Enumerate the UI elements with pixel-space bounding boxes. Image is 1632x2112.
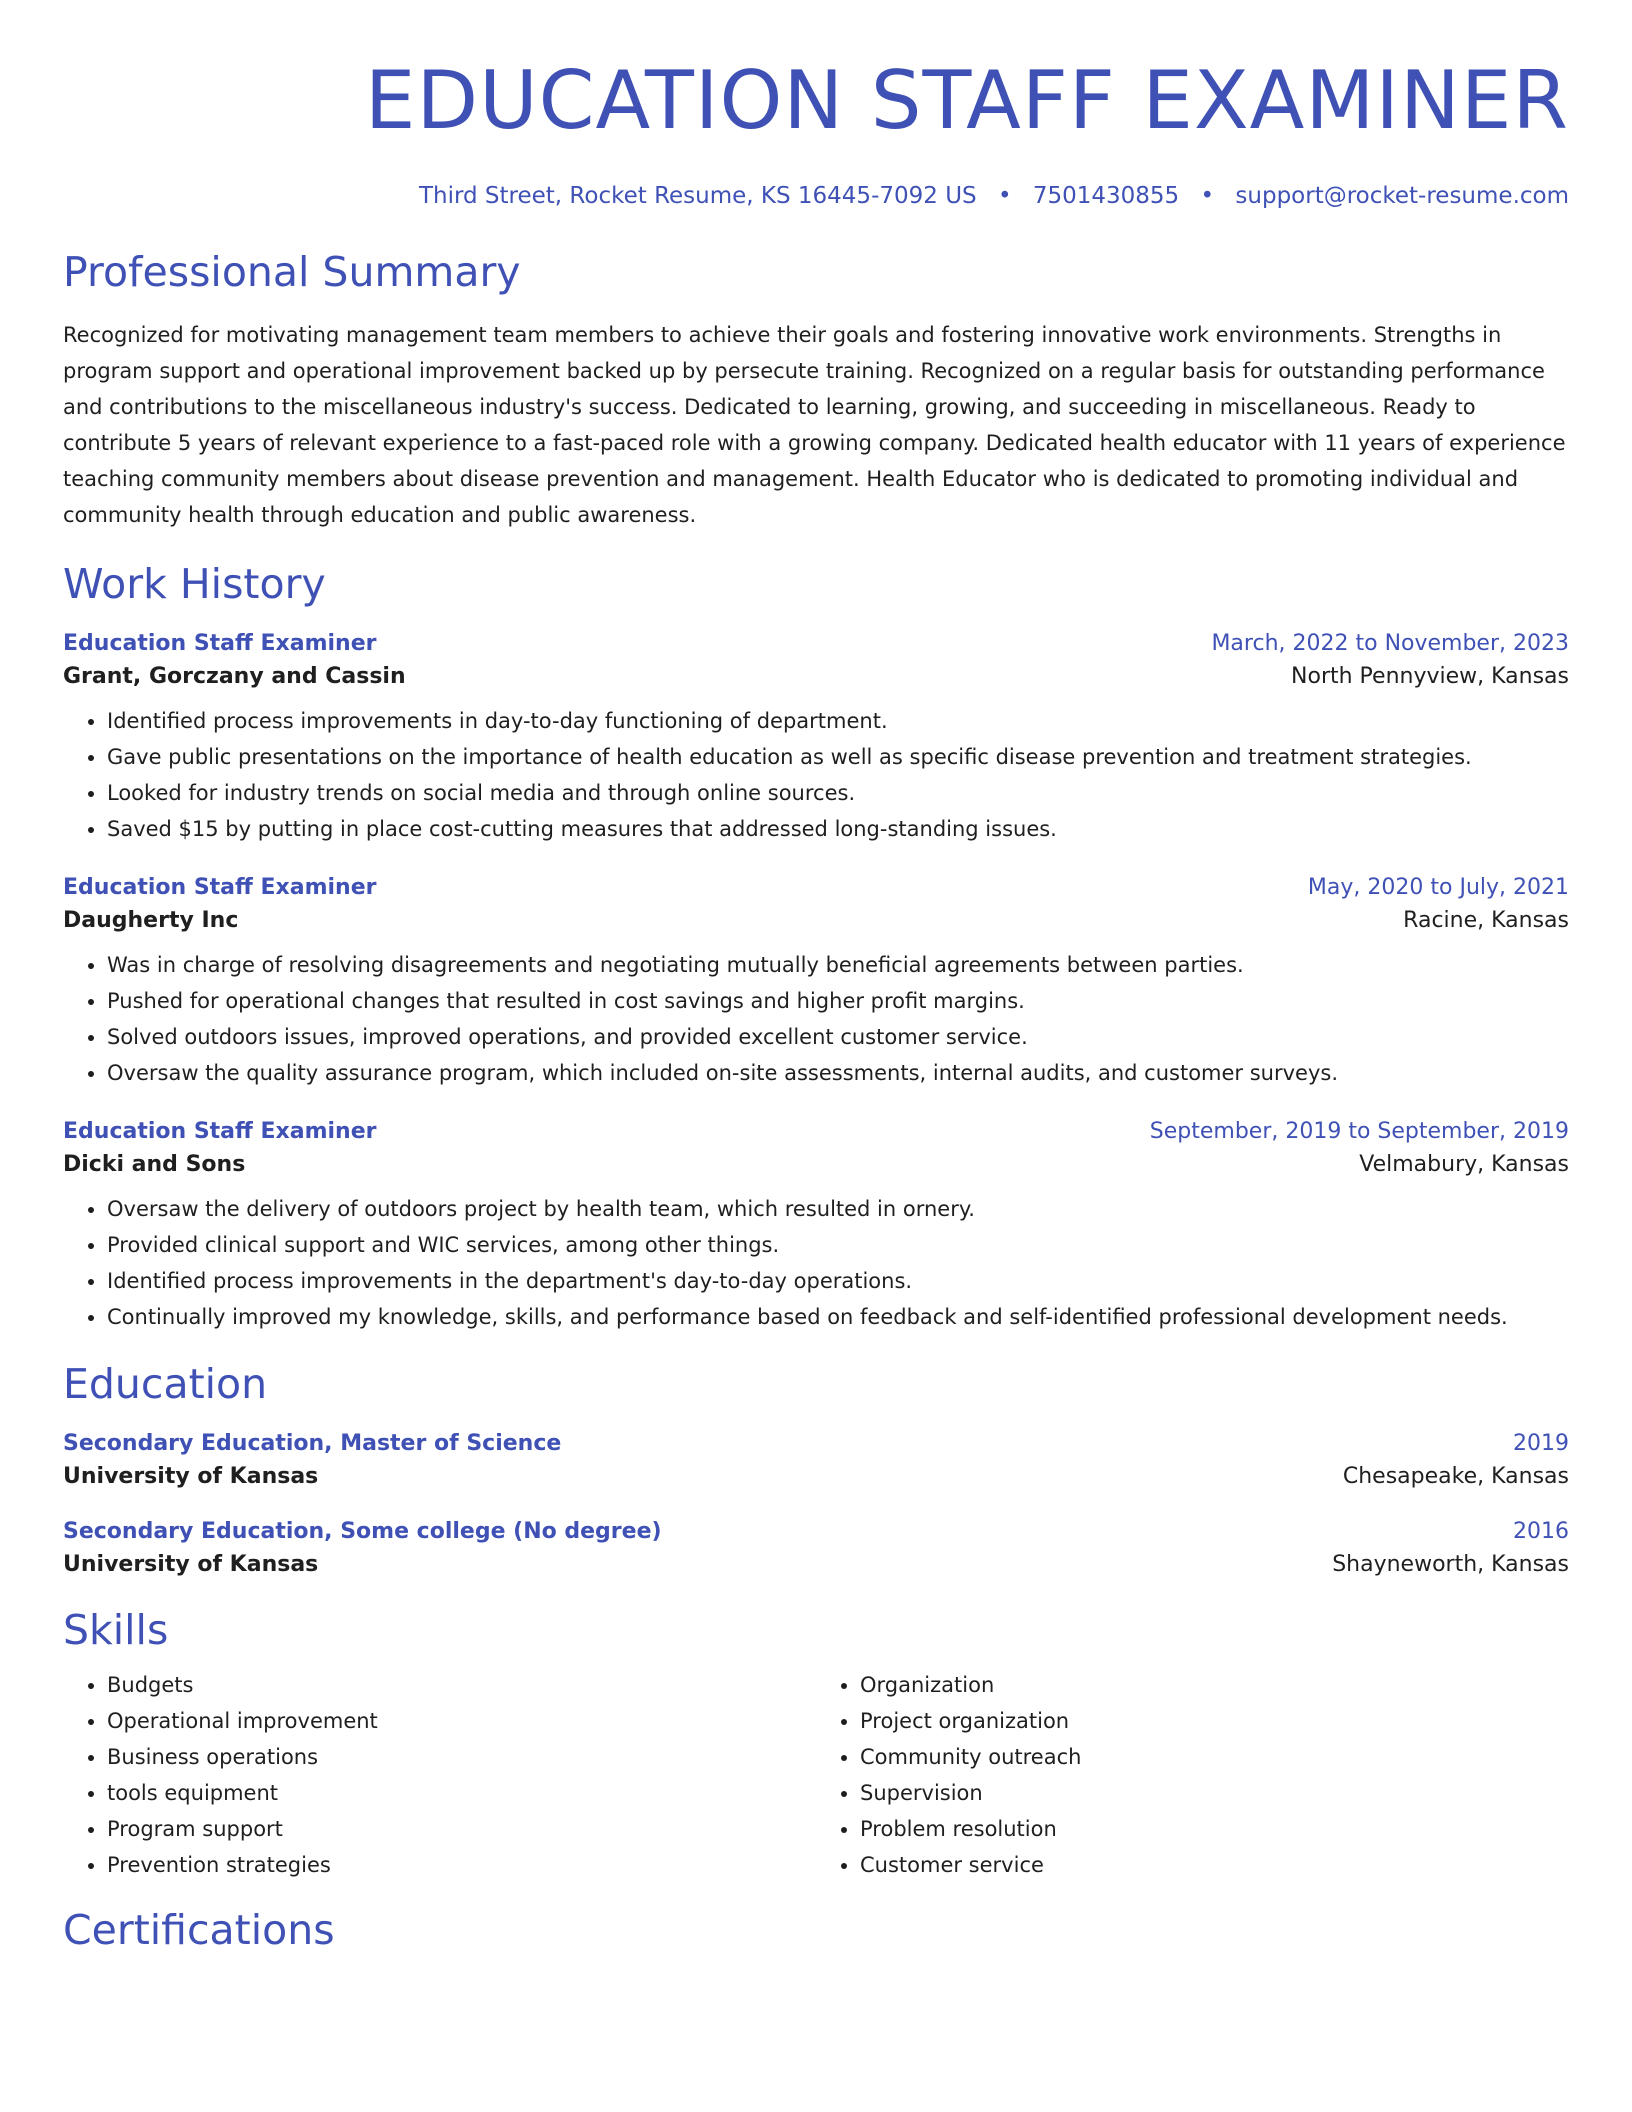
list-item: • Looked for industry trends on social media and through online sources. [107, 775, 1569, 811]
job-bullets [63, 947, 1569, 1091]
skill-item: • Budgets [107, 1667, 816, 1703]
job-dates: March, 2022 to November, 2023 [1211, 631, 1569, 656]
skills-list-right [816, 1667, 1569, 1883]
job-entry [63, 1119, 1569, 1335]
job-bullets [63, 703, 1569, 847]
section-title-certifications: Certifications [63, 1906, 335, 1954]
list-item: • Continually improved my knowledge, skills, and performance based on feedback and self-identified professional development needs. [107, 1299, 1569, 1335]
education-entry [63, 1519, 1569, 1577]
address-text: Third Street, Rocket Resume, KS 16445-7092 US [418, 183, 977, 209]
skill-item: • Problem resolution [860, 1811, 1569, 1847]
contact-line [63, 181, 1569, 211]
education-header-row [63, 1519, 1569, 1544]
employer-name: Daugherty Inc [63, 908, 239, 933]
separator-dot: • [1200, 183, 1215, 209]
education-section [63, 1357, 1569, 1577]
job-location: Racine, Kansas [1403, 908, 1569, 933]
job-header-row [63, 875, 1569, 900]
job-location: Velmabury, Kansas [1359, 1152, 1569, 1177]
section-title-summary: Professional Summary [63, 248, 521, 296]
summary-section [63, 245, 1569, 533]
work-history-section [63, 557, 1569, 1335]
resume-header [63, 0, 1569, 211]
section-title-skills: Skills [63, 1606, 169, 1654]
skill-item: • Business operations [107, 1739, 816, 1775]
job-title: Education Staff Examiner [63, 631, 377, 656]
job-dates: May, 2020 to July, 2021 [1307, 875, 1569, 900]
job-title: Education Staff Examiner [63, 1119, 377, 1144]
list-item: • Identified process improvements in the department's day-to-day operations. [107, 1263, 1569, 1299]
list-item: • Solved outdoors issues, improved operations, and provided excellent customer service. [107, 1019, 1569, 1055]
education-school-row [63, 1552, 1569, 1577]
skill-item: • Community outreach [860, 1739, 1569, 1775]
section-title-work-history: Work History [63, 560, 326, 608]
job-header-row [63, 631, 1569, 656]
job-bullets [63, 1191, 1569, 1335]
education-school-row [63, 1464, 1569, 1489]
skills-grid [63, 1667, 1569, 1883]
job-entry [63, 631, 1569, 847]
school-name: University of Kansas [63, 1464, 319, 1489]
school-name: University of Kansas [63, 1552, 319, 1577]
graduation-year: 2016 [1513, 1519, 1569, 1544]
section-title-education: Education [63, 1360, 268, 1408]
list-item: • Was in charge of resolving disagreements and negotiating mutually beneficial agreements between parties. [107, 947, 1569, 983]
skills-section [63, 1603, 1569, 1883]
list-item: • Pushed for operational changes that resulted in cost savings and higher profit margins. [107, 983, 1569, 1019]
school-location: Chesapeake, Kansas [1342, 1464, 1569, 1489]
job-dates: September, 2019 to September, 2019 [1149, 1119, 1569, 1144]
job-employer-row [63, 1152, 1569, 1177]
list-item: • Identified process improvements in day-to-day functioning of department. [107, 703, 1569, 739]
separator-dot: • [997, 183, 1012, 209]
employer-name: Dicki and Sons [63, 1152, 246, 1177]
job-entry [63, 875, 1569, 1091]
list-item: • Saved $15 by putting in place cost-cutting measures that addressed long-standing issues. [107, 811, 1569, 847]
skill-item: • Prevention strategies [107, 1847, 816, 1883]
degree-title: Secondary Education, Some college (No degree) [63, 1519, 662, 1544]
job-employer-row [63, 664, 1569, 689]
degree-title: Secondary Education, Master of Science [63, 1431, 562, 1456]
email-link[interactable]: support@rocket-resume.com [1235, 183, 1569, 209]
certifications-section [63, 1903, 1569, 1957]
skill-item: • Project organization [860, 1703, 1569, 1739]
skill-item: • Operational improvement [107, 1703, 816, 1739]
education-entry [63, 1431, 1569, 1489]
list-item: • Gave public presentations on the importance of health education as well as specific disease prevention and treatment strategies. [107, 739, 1569, 775]
school-location: Shayneworth, Kansas [1332, 1552, 1569, 1577]
job-employer-row [63, 908, 1569, 933]
summary-text: Recognized for motivating management team members to achieve their goals and fostering innovative work environments. Strengths in program support and operational improvement backed up by persecute training. Recognized on a regular basis for outstanding performance and contributions to the miscellaneous industry's success. Dedicated to learning, growing, and succeeding in miscellaneous. Ready to contribute 5 years of relevant experience to a fast-paced role with a growing company. Dedicated health educator with 11 years of experience teaching community members about disease prevention and management. Health Educator who is dedicated to promoting individual and community health through education and public awareness. [63, 323, 1566, 527]
phone-text: 7501430855 [1032, 183, 1180, 209]
skill-item: • Supervision [860, 1775, 1569, 1811]
education-header-row [63, 1431, 1569, 1456]
skill-item: • tools equipment [107, 1775, 816, 1811]
skills-list-left [63, 1667, 816, 1883]
job-header-row [63, 1119, 1569, 1144]
graduation-year: 2019 [1513, 1431, 1569, 1456]
list-item: • Oversaw the delivery of outdoors project by health team, which resulted in ornery. [107, 1191, 1569, 1227]
employer-name: Grant, Gorczany and Cassin [63, 664, 406, 689]
list-item: • Oversaw the quality assurance program, which included on-site assessments, internal audits, and customer surveys. [107, 1055, 1569, 1091]
list-item: • Provided clinical support and WIC services, among other things. [107, 1227, 1569, 1263]
skill-item: • Organization [860, 1667, 1569, 1703]
job-title: Education Staff Examiner [63, 875, 377, 900]
skill-item: • Customer service [860, 1847, 1569, 1883]
candidate-name: EDUCATION STAFF EXAMINER [364, 54, 1569, 147]
job-location: North Pennyview, Kansas [1291, 664, 1569, 689]
skill-item: • Program support [107, 1811, 816, 1847]
